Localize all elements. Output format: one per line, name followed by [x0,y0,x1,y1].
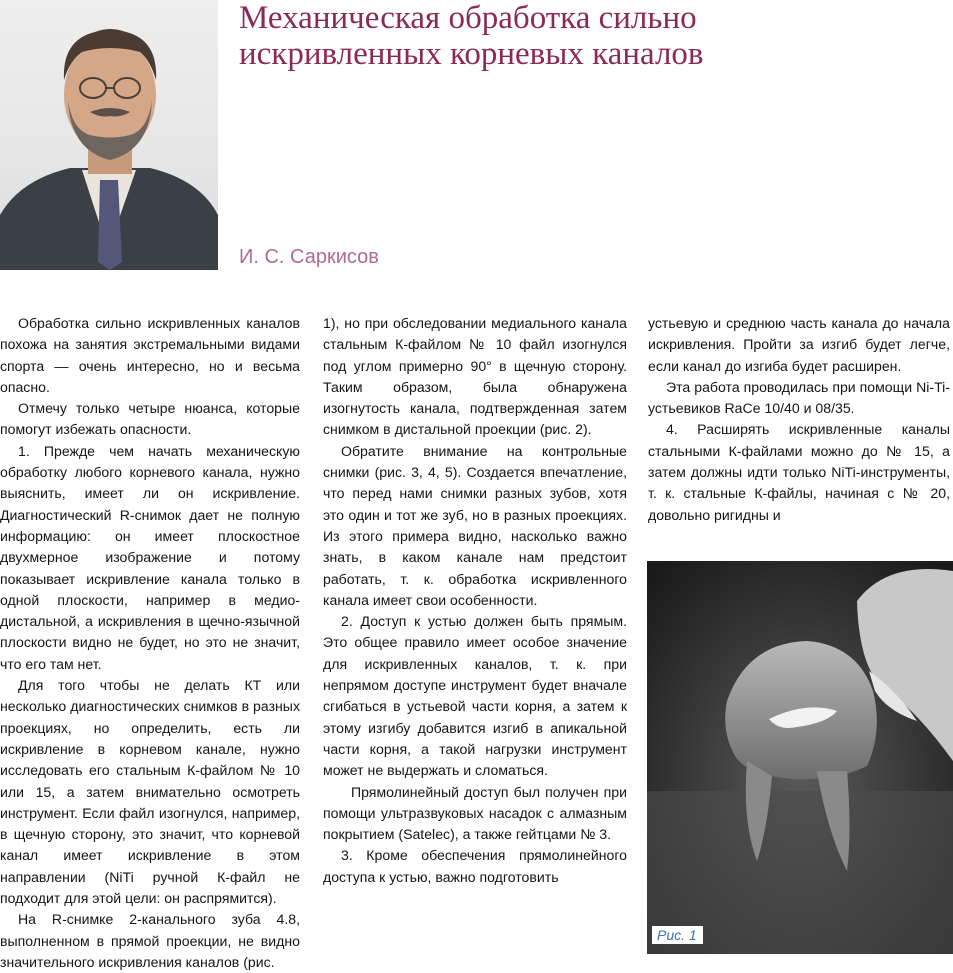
author-photo-illustration [0,0,218,270]
paragraph: Прямолинейный доступ был получен при помощи ультразвуковых насадок с алмазным покрытием (Satelec), а также гейтцами № 3. [323,783,627,843]
paragraph: На R-снимке 2-канального зуба 4.8, выполненном в прямой проекции, не видно значительного искривления каналов (рис. [0,911,300,970]
author-name: И. С. Саркисов [239,246,379,268]
paragraph: Обработка сильно искривленных каналов похожа на занятия экстремальными видами спорта — очень интересно, но и весьма опасно. [0,315,300,395]
author-portrait [0,0,218,270]
title-line-2: искривленных корневых каналов [239,36,704,72]
article-title [239,0,939,72]
text-column-3 [648,313,950,526]
paragraph: 1. Прежде чем начать механическую обработку любого корневого канала, нужно выяснить, имеет ли он искривление. Диагностический R-снимок дает не полную информацию: он имеет плоскостное двухмерное изображение и потому показывает искривление канала только в одной плоскости, например в медио-дистальной, а искривления в щечно-язычной плоскости видно не будет, но это не значит, что его там нет. [0,442,300,672]
paragraph: 3. Кроме обеспечения прямолинейного доступа к устью, важно подготовить [323,847,627,885]
figure-caption: Рис. 1 [652,926,703,944]
paragraph: Для того чтобы не делать КТ или несколько диагностических снимков в разных проекциях, но определить, есть ли искривление в корневом канале, нужно исследовать его стальным К-файлом № 10 или 15, а затем внимательно осмотреть инструмент. Если файл изогнулся, например, в щечную сторону, это значит, что корневой канал имеет искривление в этом направлении (NiTi ручной К-файл не подходит для этой цели: он распрямится). [0,677,300,907]
text-column-2 [323,313,627,888]
paragraph: Эта работа проводилась при помощи Ni-Ti-устьевиков RaCe 10/40 и 08/35. [648,378,950,417]
paragraph: Обратите внимание на контрольные снимки (рис. 3, 4, 5). Создается впечатление, что перед нами снимки разных зубов, хотя это один и тот же зуб, но в разных проекциях. Из этого примера видно, насколько важно знать, в каком канале нам предстоит работать, т. к. обработка искривленного канала имеет свои особенности. [323,442,627,608]
xray-figure [647,561,953,954]
paragraph: 2. Доступ к устью должен быть прямым. Это общее правило имеет особое значение для искривленных каналов, т. к. при непрямом доступе инструмент будет вначале сгибаться в устьевой части корня, а затем к этому изгибу добавится изгиб в апикальной части корня, а такой нагрузки инструмент может не выдержать и сломаться. [323,613,627,779]
paragraph: 1), но при обследовании медиального канала стальным К-файлом № 10 файл изогнулся под углом примерно 90° в щечную сторону. Таким образом, была обнаружена изогнутость канала, подтвержденная затем снимком в дистальной проекции (рис. 2). [323,315,627,438]
paragraph: Отмечу только четыре нюанса, которые помогут избежать опасности. [0,400,300,438]
xray-image [647,561,953,954]
title-line-1: Механическая обработка сильно [239,0,697,36]
text-column-1 [0,313,300,973]
paragraph: 4. Расширять искривленные каналы стальными К-файлами можно до № 15, а затем должны идти только NiTi-инструменты, т. к. стальные К-файлы, начиная с № 20, довольно ригидны и [648,421,950,523]
paragraph: устьевую и среднюю часть канала до начала искривления. Пройти за изгиб будет легче, если канал до изгиба будет расширен. [648,315,950,374]
